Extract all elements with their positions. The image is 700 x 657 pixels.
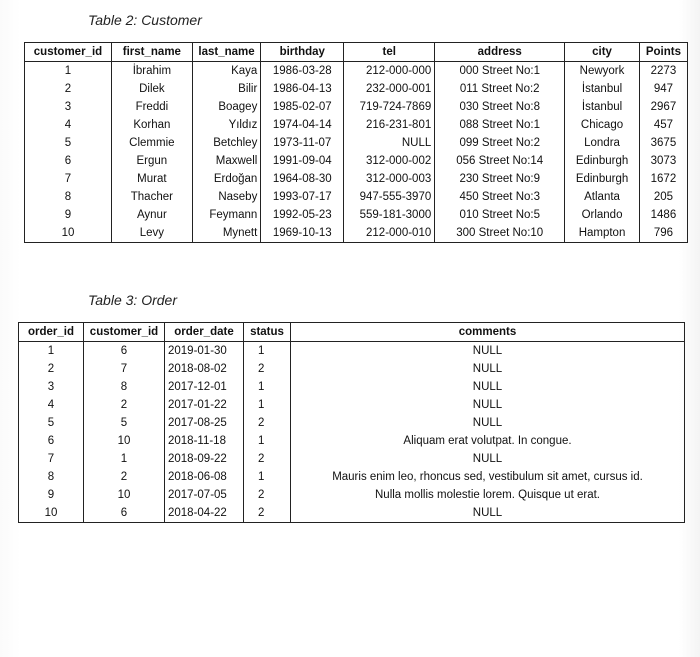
cell-order-date: 2018-08-02	[165, 360, 244, 378]
order-row	[19, 468, 685, 486]
cell-order-date: 2018-09-22	[165, 450, 244, 468]
cell-address: 010 Street No:5	[435, 206, 565, 224]
cell-tel: 216-231-801	[344, 116, 435, 134]
cell-points: 796	[639, 224, 687, 243]
cell-address: 450 Street No:3	[435, 188, 565, 206]
cell-address: 300 Street No:10	[435, 224, 565, 243]
cell-points: 1486	[639, 206, 687, 224]
cell-customer-id: 5	[84, 414, 165, 432]
cell-comments: NULL	[291, 378, 685, 396]
order-table	[18, 322, 685, 523]
cell-birthday: 1985-02-07	[261, 98, 344, 116]
col-header-first-name: first_name	[111, 43, 192, 62]
cell-customer-id: 10	[84, 486, 165, 504]
cell-last-name: Boagey	[192, 98, 261, 116]
cell-customer-id: 9	[25, 206, 112, 224]
cell-last-name: Bilir	[192, 80, 261, 98]
cell-city: Edinburgh	[565, 152, 640, 170]
cell-order-date: 2018-04-22	[165, 504, 244, 523]
cell-comments: NULL	[291, 504, 685, 523]
cell-tel: 212-000-010	[344, 224, 435, 243]
cell-address: 030 Street No:8	[435, 98, 565, 116]
col-header-points: Points	[639, 43, 687, 62]
cell-order-id: 1	[19, 342, 84, 361]
cell-customer-id: 10	[25, 224, 112, 243]
cell-tel: 947-555-3970	[344, 188, 435, 206]
col-header-tel: tel	[344, 43, 435, 62]
cell-last-name: Yıldız	[192, 116, 261, 134]
cell-customer-id: 6	[84, 504, 165, 523]
customer-row	[25, 152, 688, 170]
cell-order-id: 6	[19, 432, 84, 450]
cell-birthday: 1969-10-13	[261, 224, 344, 243]
cell-order-id: 8	[19, 468, 84, 486]
cell-status: 1	[244, 396, 291, 414]
cell-city: İstanbul	[565, 98, 640, 116]
cell-birthday: 1991-09-04	[261, 152, 344, 170]
cell-customer-id: 4	[25, 116, 112, 134]
cell-last-name: Erdoğan	[192, 170, 261, 188]
cell-order-id: 4	[19, 396, 84, 414]
col-header-address: address	[435, 43, 565, 62]
cell-customer-id: 8	[25, 188, 112, 206]
order-row	[19, 432, 685, 450]
cell-order-date: 2018-11-18	[165, 432, 244, 450]
customer-table-caption: Table 2: Customer	[88, 12, 202, 28]
cell-last-name: Feymann	[192, 206, 261, 224]
cell-status: 2	[244, 504, 291, 523]
cell-city: Chicago	[565, 116, 640, 134]
cell-comments: Mauris enim leo, rhoncus sed, vestibulum sit amet, cursus id.	[291, 468, 685, 486]
cell-status: 1	[244, 432, 291, 450]
cell-city: Orlando	[565, 206, 640, 224]
cell-customer-id: 2	[84, 396, 165, 414]
cell-customer-id: 6	[25, 152, 112, 170]
cell-birthday: 1993-07-17	[261, 188, 344, 206]
order-header-row	[19, 323, 685, 342]
col-header-comments: comments	[291, 323, 685, 342]
col-header-customer-id: customer_id	[84, 323, 165, 342]
cell-customer-id: 7	[84, 360, 165, 378]
cell-tel: 559-181-3000	[344, 206, 435, 224]
customer-row	[25, 170, 688, 188]
cell-order-date: 2017-01-22	[165, 396, 244, 414]
order-row	[19, 414, 685, 432]
cell-status: 2	[244, 414, 291, 432]
cell-order-id: 7	[19, 450, 84, 468]
cell-points: 2273	[639, 62, 687, 81]
cell-order-id: 2	[19, 360, 84, 378]
cell-points: 2967	[639, 98, 687, 116]
customer-header-row	[25, 43, 688, 62]
order-row	[19, 504, 685, 523]
customer-row	[25, 62, 688, 81]
customer-row	[25, 98, 688, 116]
customer-row	[25, 224, 688, 243]
cell-status: 2	[244, 360, 291, 378]
cell-birthday: 1986-03-28	[261, 62, 344, 81]
cell-tel: NULL	[344, 134, 435, 152]
col-header-order-id: order_id	[19, 323, 84, 342]
cell-comments: NULL	[291, 414, 685, 432]
cell-city: İstanbul	[565, 80, 640, 98]
col-header-status: status	[244, 323, 291, 342]
cell-address: 099 Street No:2	[435, 134, 565, 152]
cell-order-date: 2017-12-01	[165, 378, 244, 396]
cell-city: Newyork	[565, 62, 640, 81]
cell-last-name: Betchley	[192, 134, 261, 152]
cell-address: 011 Street No:2	[435, 80, 565, 98]
cell-status: 2	[244, 450, 291, 468]
cell-points: 947	[639, 80, 687, 98]
cell-customer-id: 6	[84, 342, 165, 361]
cell-order-date: 2017-08-25	[165, 414, 244, 432]
cell-last-name: Naseby	[192, 188, 261, 206]
cell-comments: NULL	[291, 360, 685, 378]
cell-comments: Aliquam erat volutpat. In congue.	[291, 432, 685, 450]
cell-birthday: 1973-11-07	[261, 134, 344, 152]
cell-last-name: Mynett	[192, 224, 261, 243]
cell-last-name: Kaya	[192, 62, 261, 81]
cell-customer-id: 2	[84, 468, 165, 486]
cell-points: 1672	[639, 170, 687, 188]
order-row	[19, 342, 685, 361]
cell-first-name: Dilek	[111, 80, 192, 98]
cell-address: 056 Street No:14	[435, 152, 565, 170]
cell-first-name: Korhan	[111, 116, 192, 134]
cell-customer-id: 2	[25, 80, 112, 98]
cell-customer-id: 1	[25, 62, 112, 81]
customer-row	[25, 80, 688, 98]
cell-order-id: 5	[19, 414, 84, 432]
cell-birthday: 1986-04-13	[261, 80, 344, 98]
cell-customer-id: 10	[84, 432, 165, 450]
col-header-customer-id: customer_id	[25, 43, 112, 62]
cell-comments: Nulla mollis molestie lorem. Quisque ut erat.	[291, 486, 685, 504]
order-row	[19, 396, 685, 414]
cell-points: 205	[639, 188, 687, 206]
cell-points: 457	[639, 116, 687, 134]
cell-first-name: Aynur	[111, 206, 192, 224]
order-table-caption: Table 3: Order	[88, 292, 177, 308]
cell-tel: 232-000-001	[344, 80, 435, 98]
col-header-city: city	[565, 43, 640, 62]
customer-row	[25, 116, 688, 134]
cell-status: 1	[244, 342, 291, 361]
cell-customer-id: 8	[84, 378, 165, 396]
cell-address: 000 Street No:1	[435, 62, 565, 81]
cell-comments: NULL	[291, 342, 685, 361]
cell-address: 088 Street No:1	[435, 116, 565, 134]
cell-customer-id: 5	[25, 134, 112, 152]
cell-tel: 312-000-003	[344, 170, 435, 188]
cell-birthday: 1992-05-23	[261, 206, 344, 224]
cell-status: 1	[244, 468, 291, 486]
cell-order-id: 10	[19, 504, 84, 523]
cell-customer-id: 3	[25, 98, 112, 116]
cell-first-name: Ergun	[111, 152, 192, 170]
cell-first-name: Levy	[111, 224, 192, 243]
cell-order-id: 9	[19, 486, 84, 504]
customer-row	[25, 188, 688, 206]
cell-customer-id: 1	[84, 450, 165, 468]
cell-first-name: Murat	[111, 170, 192, 188]
cell-city: Edinburgh	[565, 170, 640, 188]
cell-order-date: 2017-07-05	[165, 486, 244, 504]
order-row	[19, 360, 685, 378]
order-row	[19, 486, 685, 504]
col-header-order-date: order_date	[165, 323, 244, 342]
order-row	[19, 450, 685, 468]
customer-table	[24, 42, 688, 243]
cell-birthday: 1964-08-30	[261, 170, 344, 188]
cell-first-name: Thacher	[111, 188, 192, 206]
order-row	[19, 378, 685, 396]
cell-customer-id: 7	[25, 170, 112, 188]
cell-tel: 719-724-7869	[344, 98, 435, 116]
cell-last-name: Maxwell	[192, 152, 261, 170]
cell-city: Hampton	[565, 224, 640, 243]
cell-points: 3073	[639, 152, 687, 170]
customer-row	[25, 134, 688, 152]
cell-status: 2	[244, 486, 291, 504]
cell-city: Atlanta	[565, 188, 640, 206]
col-header-last-name: last_name	[192, 43, 261, 62]
customer-row	[25, 206, 688, 224]
cell-city: Londra	[565, 134, 640, 152]
cell-points: 3675	[639, 134, 687, 152]
cell-birthday: 1974-04-14	[261, 116, 344, 134]
cell-comments: NULL	[291, 396, 685, 414]
cell-status: 1	[244, 378, 291, 396]
cell-order-id: 3	[19, 378, 84, 396]
cell-address: 230 Street No:9	[435, 170, 565, 188]
cell-first-name: İbrahim	[111, 62, 192, 81]
cell-first-name: Freddi	[111, 98, 192, 116]
cell-tel: 212-000-000	[344, 62, 435, 81]
cell-first-name: Clemmie	[111, 134, 192, 152]
col-header-birthday: birthday	[261, 43, 344, 62]
cell-order-date: 2019-01-30	[165, 342, 244, 361]
cell-order-date: 2018-06-08	[165, 468, 244, 486]
cell-comments: NULL	[291, 450, 685, 468]
cell-tel: 312-000-002	[344, 152, 435, 170]
